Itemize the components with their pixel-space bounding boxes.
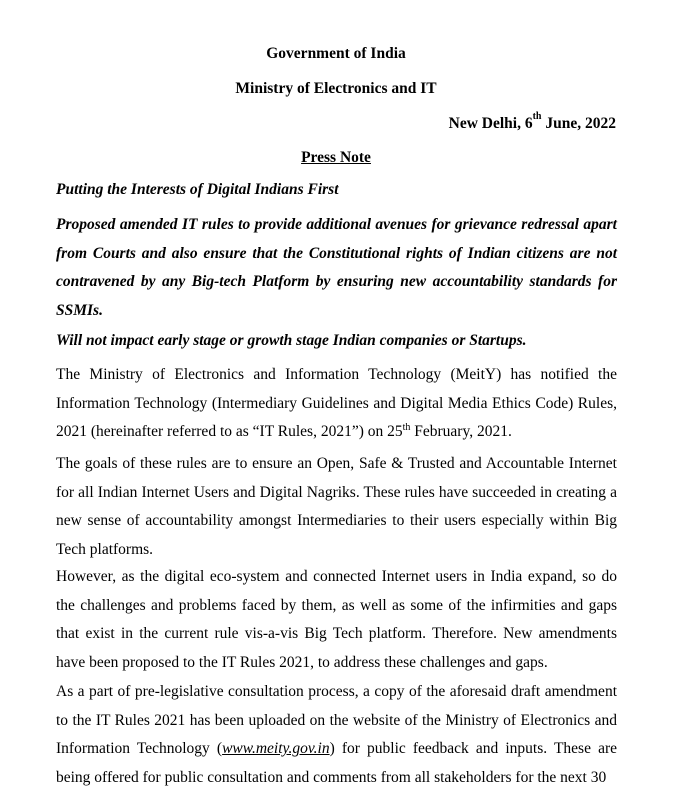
paragraph-2: The goals of these rules are to ensure an Open, Safe & Trusted and Accountable Internet for all Indian Internet Users and Digital Nagriks. These rules have succeeded in creating a new sense of accountability amongst Intermediaries to their users especially within Big Tech platforms. xyxy=(56,455,617,558)
paragraph-1 xyxy=(56,361,617,447)
press-note-title xyxy=(56,149,616,167)
government-heading: Government of India xyxy=(266,45,406,62)
ministry-heading: Ministry of Electronics and IT xyxy=(235,80,437,97)
paragraph-4-text: As a part of pre-legislative consultation process, a copy of the aforesaid draft amendment to the IT Rules 2021 has been uploaded on the website of the Ministry of Electronics and Information Technology ( xyxy=(56,683,617,757)
paragraph-1-superscript: th xyxy=(402,422,411,433)
meity-website-link[interactable]: www.meity.gov.in xyxy=(222,740,330,757)
date-suffix: June, 2022 xyxy=(541,115,616,132)
date-line xyxy=(448,111,616,133)
tagline: Putting the Interests of Digital Indians First xyxy=(56,181,339,198)
date-prefix: New Delhi, 6 xyxy=(448,115,533,132)
paragraph-4 xyxy=(56,678,617,792)
date-superscript: th xyxy=(532,111,542,122)
paragraph-1-end: February, 2021. xyxy=(410,423,512,440)
summary-headline: Proposed amended IT rules to provide additional avenues for grievance redressal apart from Courts and also ensure that the Constitutional rights of Indian citizens are not contravened by any Big-tech Platform by ensuring new accountability standards for SSMIs. xyxy=(56,216,617,319)
startups-headline: Will not impact early stage or growth stage Indian companies or Startups. xyxy=(56,332,527,349)
paragraph-4-end: ) for public feedback and inputs. These are being offered for public consultation and comments from all stakeholders for the next 30 xyxy=(56,740,617,786)
paragraph-3: However, as the digital eco-system and connected Internet users in India expand, so do the challenges and problems faced by them, as well as some of the infirmities and gaps that exist in the current rule vis-a-vis Big Tech platform. Therefore. New amendments have been proposed to the IT Rules 2021, to address these challenges and gaps. xyxy=(56,568,617,671)
paragraph-1-text: The Ministry of Electronics and Information Technology (MeitY) has notified the Information Technology (Intermediary Guidelines and Digital Media Ethics Code) Rules, 2021 (hereinafter referred to as “IT Rules, 2021”) on 25 xyxy=(56,366,617,440)
press-note-label: Press Note xyxy=(301,149,371,166)
